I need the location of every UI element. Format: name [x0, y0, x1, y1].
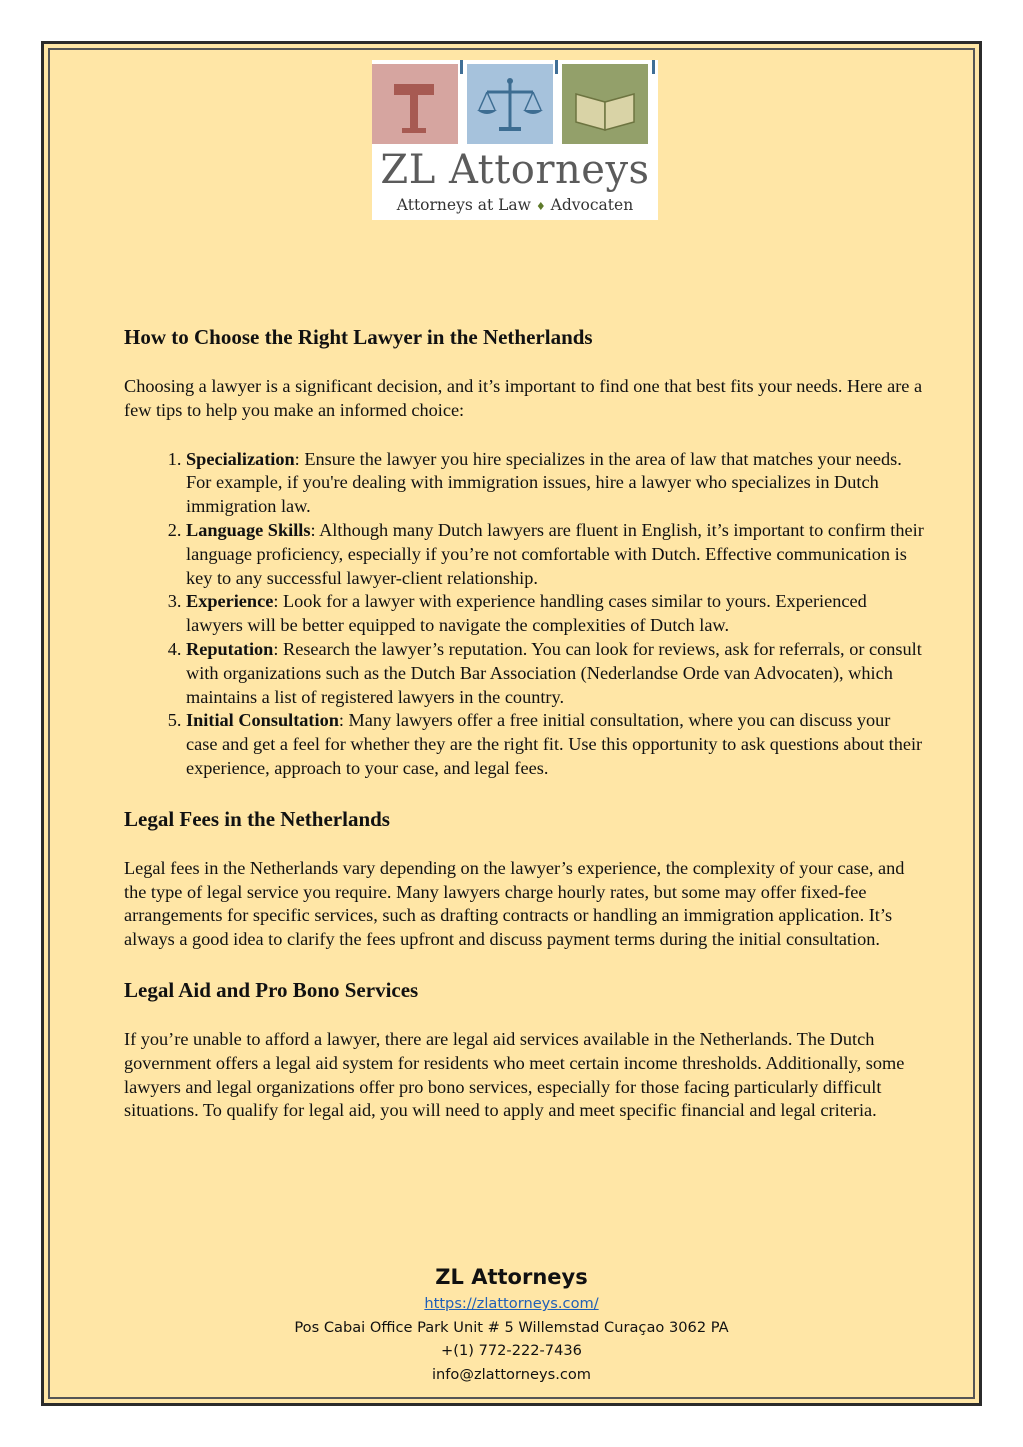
tip-term: Experience [186, 591, 274, 612]
tip-term: Reputation [186, 638, 274, 659]
list-item [186, 709, 924, 780]
heading-choose-lawyer: How to Choose the Right Lawyer in the Netherlands [124, 325, 593, 349]
footer-email: info@zlattorneys.com [431, 1365, 591, 1383]
list-item [186, 638, 924, 709]
logo-divider [652, 60, 655, 74]
gavel-tile [372, 64, 458, 144]
tip-text: : Many lawyers offer a free initial consultation, where you can discuss your case and get a feel for whether they are the right fit. Use this opportunity to ask questions about their experience, approach to your case, and legal fees. [186, 710, 923, 778]
list-item [186, 448, 924, 519]
book-icon [562, 64, 648, 144]
diamond-icon: ♦ [535, 200, 546, 213]
tip-term: Initial Consultation [186, 710, 339, 731]
tip-term: Specialization [186, 448, 295, 469]
tip-text: : Ensure the lawyer you hire specializes in the area of law that matches your needs. For example, if you're dealing with immigration issues, hire a lawyer who specializes in Dutch immigration law. [186, 448, 902, 517]
gavel-icon [372, 64, 458, 144]
footer-company-name: ZL Attorneys [435, 1265, 588, 1289]
list-item [186, 519, 924, 590]
scales-icon [467, 64, 553, 144]
fees-paragraph: Legal fees in the Netherlands vary depending on the lawyer’s experience, the complexity of your case, and the type of legal service you require. Many lawyers charge hourly rates, but some may offer fixed-fee arrangements for specific services, such as drafting contracts or handling an immigration application. It’s always a good idea to clarify the fees upfront and discuss payment terms during the initial consultation. [124, 857, 905, 950]
logo-subtitle [372, 195, 658, 217]
contact-footer [0, 1262, 1023, 1386]
website-link[interactable]: https://zlattorneys.com/ [424, 1295, 599, 1312]
tip-text: : Look for a lawyer with experience handling cases similar to yours. Experienced lawyers will be better equipped to navigate the complexities of Dutch law. [186, 591, 867, 636]
logo-divider [555, 60, 558, 74]
heading-legal-aid: Legal Aid and Pro Bono Services [124, 977, 419, 1002]
tip-text: : Research the lawyer’s reputation. You can look for reviews, ask for referrals, or consult with organizations such as the Dutch Bar Association (Nederlandse Orde van Advocaten), which maintains a list of registered lawyers in the country. [186, 638, 922, 707]
book-tile [562, 64, 648, 144]
list-item [186, 590, 924, 638]
footer-address: Pos Cabai Office Park Unit # 5 Willemstad Curaçao 3062 PA [294, 1318, 729, 1336]
footer-phone: +(1) 772-222-7436 [441, 1342, 582, 1359]
logo-divider [460, 60, 463, 74]
tip-text: : Although many Dutch lawyers are fluent in English, it’s important to confirm their language proficiency, especially if you’re not comfortable with Dutch. Effective communication is key to any successful lawyer-client relationship. [186, 519, 924, 588]
scales-tile [467, 64, 553, 144]
logo-title: ZL Attorneys [380, 147, 650, 193]
aid-paragraph: If you’re unable to afford a lawyer, there are legal aid services available in the Netherlands. The Dutch government offers a legal aid system for residents who meet certain income thresholds. Additionally, some lawyers and legal organizations offer pro bono services, especially for those facing particularly difficult situations. To qualify for legal aid, you will need to apply and meet specific financial and legal criteria. [124, 1028, 905, 1121]
article-body [124, 324, 924, 1148]
company-logo [372, 60, 658, 220]
heading-legal-fees: Legal Fees in the Netherlands [124, 806, 390, 831]
intro-paragraph: Choosing a lawyer is a significant decision, and it’s important to find one that best fits your needs. Here are a few tips to help you make an informed choice: [124, 376, 923, 420]
tip-term: Language Skills [186, 519, 311, 540]
tips-list [124, 448, 924, 781]
page-frame [41, 41, 982, 1406]
logo-subtitle-right: Advocaten [550, 196, 634, 214]
logo-subtitle-left: Attorneys at Law [396, 196, 531, 214]
